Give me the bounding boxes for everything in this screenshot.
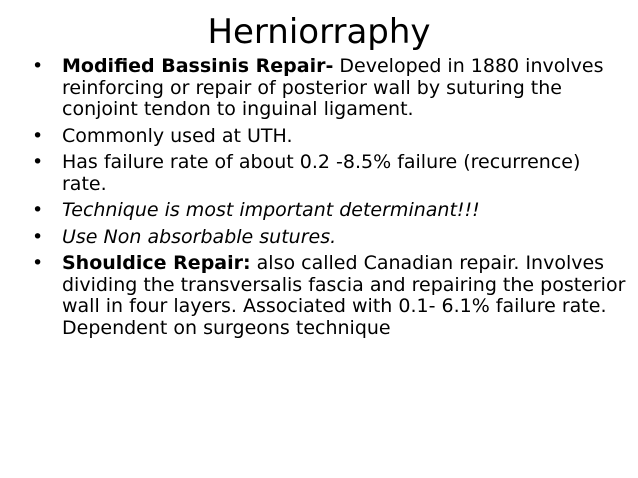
bullet-item-sutures (30, 227, 630, 249)
slide-title: Herniorraphy (207, 12, 431, 52)
bullet-dot-icon: • (32, 55, 44, 77)
bullet-list (30, 56, 630, 344)
shouldice-text: also called Canadian repair. Involves dividing the transversalis fascia and repairing the posterior wall in four layers. Associated with 0.1- 6.1% failure rate. Dependent on surgeons technique (62, 252, 626, 339)
bullet-item-shouldice (30, 253, 630, 339)
shouldice-heading: Shouldice Repair: (62, 252, 251, 274)
bullet-item-technique (30, 200, 630, 222)
bullet-item-uth (30, 126, 630, 148)
sutures-text: Use Non absorbable sutures. (62, 225, 337, 248)
bullet-dot-icon: • (32, 252, 44, 274)
bullet-dot-icon: • (32, 124, 44, 147)
technique-text: Technique is most important determinant!!! (62, 199, 480, 221)
bullet-dot-icon: • (32, 151, 44, 173)
uth-text: Commonly used at UTH. (62, 124, 293, 147)
bullet-dot-icon: • (32, 199, 44, 221)
bassini-text: Developed in 1880 involves reinforcing or repair of posterior wall by suturing the conjoint tendon to inguinal ligament. (62, 55, 604, 120)
bassini-heading: Modified Bassinis Repair- (62, 55, 334, 77)
bullet-dot-icon: • (32, 225, 44, 248)
bullet-item-bassini (30, 56, 630, 121)
failure-rate-text: Has failure rate of about 0.2 -8.5% failure (recurrence) rate. (62, 151, 581, 195)
bullet-item-failure-rate (30, 152, 630, 195)
